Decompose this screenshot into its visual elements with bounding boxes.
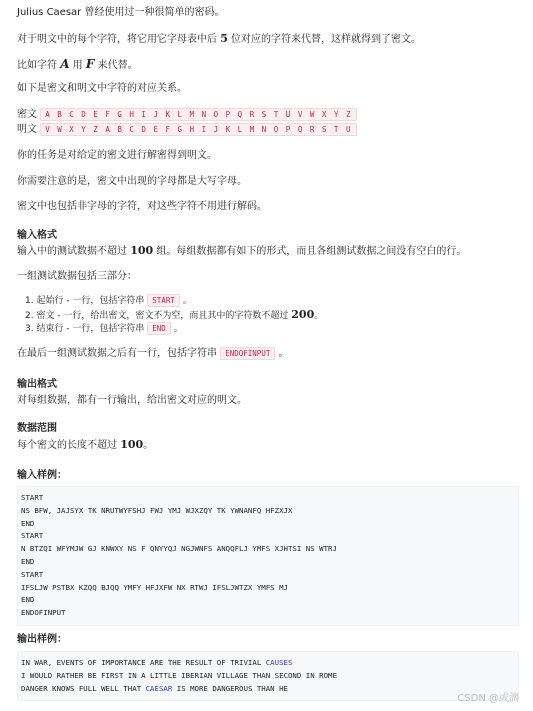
intro-paragraph-5: 你的任务是对给定的密文进行解密得到明文。 (17, 150, 217, 161)
keyword: CAUSES (265, 658, 293, 667)
code-line: I WOULD RATHER BE FIRST IN A LITTLE IBERIAN VILLAGE THAN SECOND IN ROME (21, 670, 337, 680)
code-line: NS BFW, JAJSYX TK NRUTWYFSHJ FWJ YMJ WJXZQY TK YWNANFQ HFZXJX (21, 505, 293, 515)
shift-number: 5 (220, 32, 228, 45)
text: 。 (143, 440, 154, 451)
text: 。 (170, 324, 183, 334)
code-line: START (21, 493, 44, 502)
text: 用 (69, 60, 86, 71)
text: 组。每组数据都有如下的形式，而且各组测试数据之间没有空白的行。 (153, 246, 467, 257)
cipher-row (17, 108, 357, 122)
code-line: N BTZQI WFYMJW GJ KNWXY NS F QNYYQJ NGJWNFS ANQQFLJ YMFS XJHTSI NS WTRJ (21, 544, 337, 554)
intro-paragraph-4: 如下是密文和明文中字符的对应关系。 (17, 83, 187, 94)
intro-paragraph-2 (17, 32, 421, 47)
cipher-letters: A B C D E F G H I J K L M N O P Q R S T U V W X Y Z (40, 108, 357, 121)
text: 来代替。 (94, 60, 138, 71)
input-format-heading: 输入格式 (17, 230, 57, 241)
plain-label: 明文 (17, 124, 37, 135)
code-line: START (21, 569, 44, 579)
cipher-label: 密文 (17, 109, 37, 120)
sample-output-heading: 输出样例： (17, 634, 67, 645)
length-limit-number: 100 (120, 438, 144, 451)
plain-letters: V W X Y Z A B C D E F G H I J K L M N O P Q R S T U (40, 123, 357, 136)
code-line (21, 657, 515, 670)
list-item (25, 308, 323, 322)
data-range-paragraph (17, 438, 153, 453)
text: 。 (179, 296, 192, 306)
plain-row (17, 123, 357, 137)
output-format-heading: 输出格式 (17, 379, 57, 390)
list-item (25, 322, 323, 336)
data-range-heading: 数据范围 (17, 423, 57, 434)
keyword: CAESAR (145, 683, 173, 693)
text: 1. 起始行 - 一行，包括字符串 (25, 296, 148, 306)
code-line: ENDOFINPUT (21, 608, 66, 618)
text: 位对应的字符来代替，这样就得到了密文。 (227, 34, 422, 45)
group-limit-number: 100 (130, 244, 154, 257)
output-format-paragraph: 对每组数据，都有一行输出，给出密文对应的明文。 (17, 395, 247, 406)
code-line: IFSLJW PSTBX KZQQ BJQQ YMFY HFJXFW NX RTWJ IFSLJWTZX YMFS MJ (21, 582, 288, 592)
sample-input-code (17, 486, 519, 626)
code-line: START (21, 531, 44, 541)
text: 3. 结束行 - 一行，包括字符串 (25, 324, 148, 334)
char-limit-number: 200 (291, 308, 315, 321)
intro-paragraph-3 (17, 57, 138, 73)
inline-code-start: START (147, 294, 180, 307)
text: 比如字符 (17, 60, 61, 71)
code-line: END (21, 518, 35, 528)
text: 2. 密文 - 一行，给出密文，密文不为空，而且其中的字符数不超过 (25, 311, 292, 321)
text: 。 (275, 348, 289, 359)
input-format-paragraph-2: 一组测试数据包括三部分： (17, 271, 137, 282)
math-letter-a: A (60, 57, 70, 71)
text: IS MORE DANGEROUS THAN HE (172, 683, 288, 693)
text: 对于明文中的每个字符，将它用它字母表中后 (17, 34, 221, 45)
intro-paragraph-7: 密文中也包括非字母的字符，对这些字符不用进行解码。 (17, 201, 267, 212)
input-format-paragraph-1 (17, 244, 466, 259)
text: DANGER KNOWS FULL WELL THAT (21, 683, 146, 693)
text: IN WAR, EVENTS OF IMPORTANCE ARE THE RESULT OF TRIVIAL (21, 658, 266, 667)
code-line: END (21, 595, 35, 605)
inline-code-end: END (147, 322, 171, 335)
math-letter-f: F (85, 57, 95, 71)
text: 每个密文的长度不超过 (17, 440, 121, 451)
text: 输入中的测试数据不超过 (17, 246, 131, 257)
text: 。 (314, 311, 324, 321)
intro-paragraph-1: Julius Caesar 曾经使用过一种很简单的密码。 (17, 7, 225, 18)
sample-input-heading: 输入样例： (17, 470, 67, 481)
input-format-paragraph-3 (17, 347, 289, 361)
code-line (21, 683, 515, 696)
code-line: END (21, 556, 35, 566)
intro-paragraph-6: 你需要注意的是，密文中出现的字母都是大写字母。 (17, 176, 247, 187)
inline-code-endofinput: ENDOFINPUT (220, 347, 275, 360)
text: 在最后一组测试数据之后有一行，包括字符串 (17, 348, 221, 359)
list-item (25, 294, 323, 308)
sample-output-code (17, 651, 519, 701)
input-parts-list (25, 294, 323, 336)
csdn-watermark: CSDN @或漓 (457, 693, 519, 704)
